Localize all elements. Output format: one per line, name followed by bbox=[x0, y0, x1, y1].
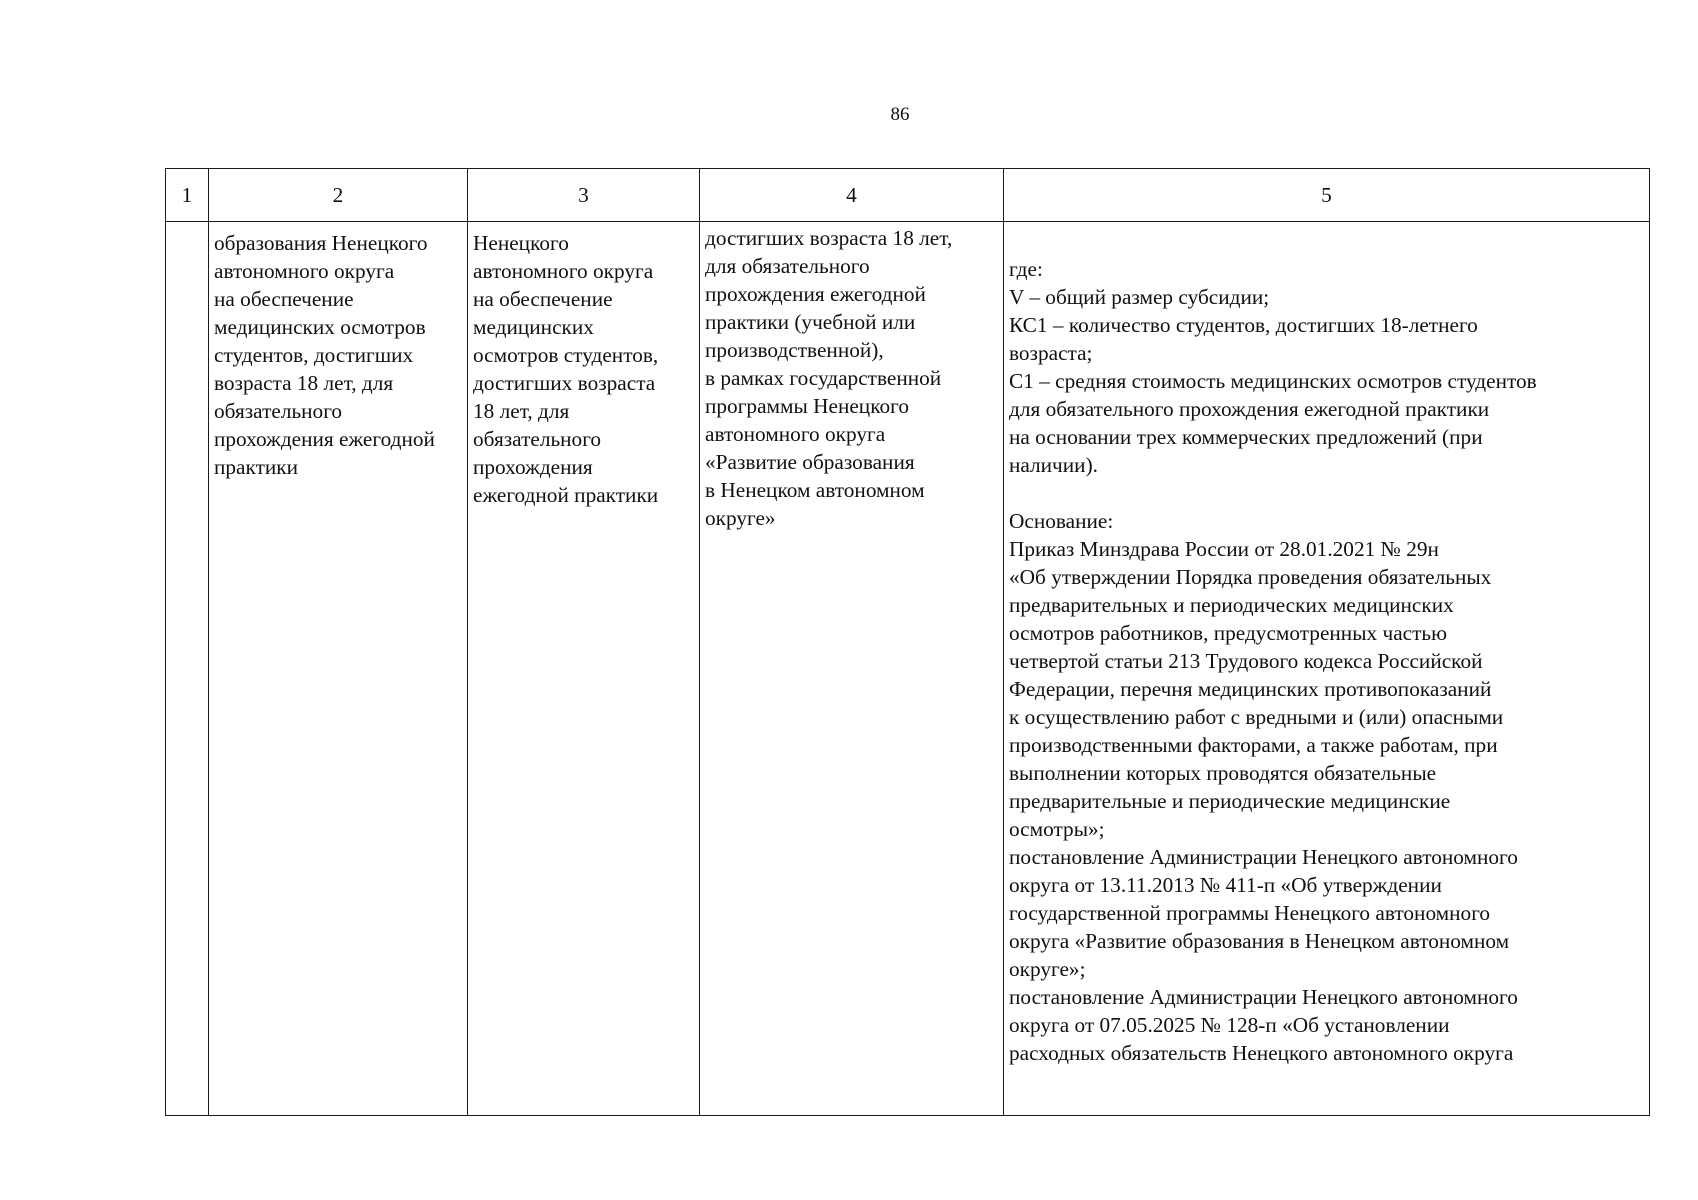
cell-col-1 bbox=[166, 222, 209, 1116]
header-col-4: 4 bbox=[700, 169, 1004, 222]
cell-col-3: Ненецкого автономного округа на обеспечение медицинских осмотров студентов, достигших возраста 18 лет, для обязательного прохождения ежегодной практики bbox=[468, 222, 700, 1116]
header-col-2: 2 bbox=[209, 169, 468, 222]
cell-col-2: образования Ненецкого автономного округа на обеспечение медицинских осмотров студентов, достигших возраста 18 лет, для обязательного прохождения ежегодной практики bbox=[209, 222, 468, 1116]
header-col-5: 5 bbox=[1004, 169, 1650, 222]
cell-col-4: достигших возраста 18 лет, для обязательного прохождения ежегодной практики (учебной или производственной), в рамках государственной программы Ненецкого автономного округа «Развитие образования в Ненецком автономном округе» bbox=[700, 222, 1004, 1116]
table-header-row bbox=[166, 169, 1650, 222]
document-table bbox=[165, 168, 1650, 1116]
table-row bbox=[166, 222, 1650, 1116]
page-number: 86 bbox=[890, 104, 910, 125]
header-col-1: 1 bbox=[166, 169, 209, 222]
header-col-3: 3 bbox=[468, 169, 700, 222]
cell-col-5: где: V – общий размер субсидии; КС1 – количество студентов, достигших 18-летнего возраста; С1 – средняя стоимость медицинских осмотров студентов для обязательного прохождения ежегодной практики на основании трех коммерческих предложений (при наличии). Основание: Приказ Минздрава России от 28.01.2021 № 29н «Об утверждении Порядка проведения обязательных предварительных и периодических медицинских осмотров работников, предусмотренных частью четвертой статьи 213 Трудового кодекса Российской Федерации, перечня медицинских противопоказаний к осуществлению работ с вредными и (или) опасными производственными факторами, а также работам, при выполнении которых проводятся обязательные предварительные и периодические медицинские осмотры»; постановление Администрации Ненецкого автономного округа от 13.11.2013 № 411-п «Об утверждении государственной программы Ненецкого автономного округа «Развитие образования в Ненецком автономном округе»; постановление Администрации Ненецкого автономного округа от 07.05.2025 № 128-п «Об установлении расходных обязательств Ненецкого автономного округа bbox=[1004, 222, 1650, 1116]
